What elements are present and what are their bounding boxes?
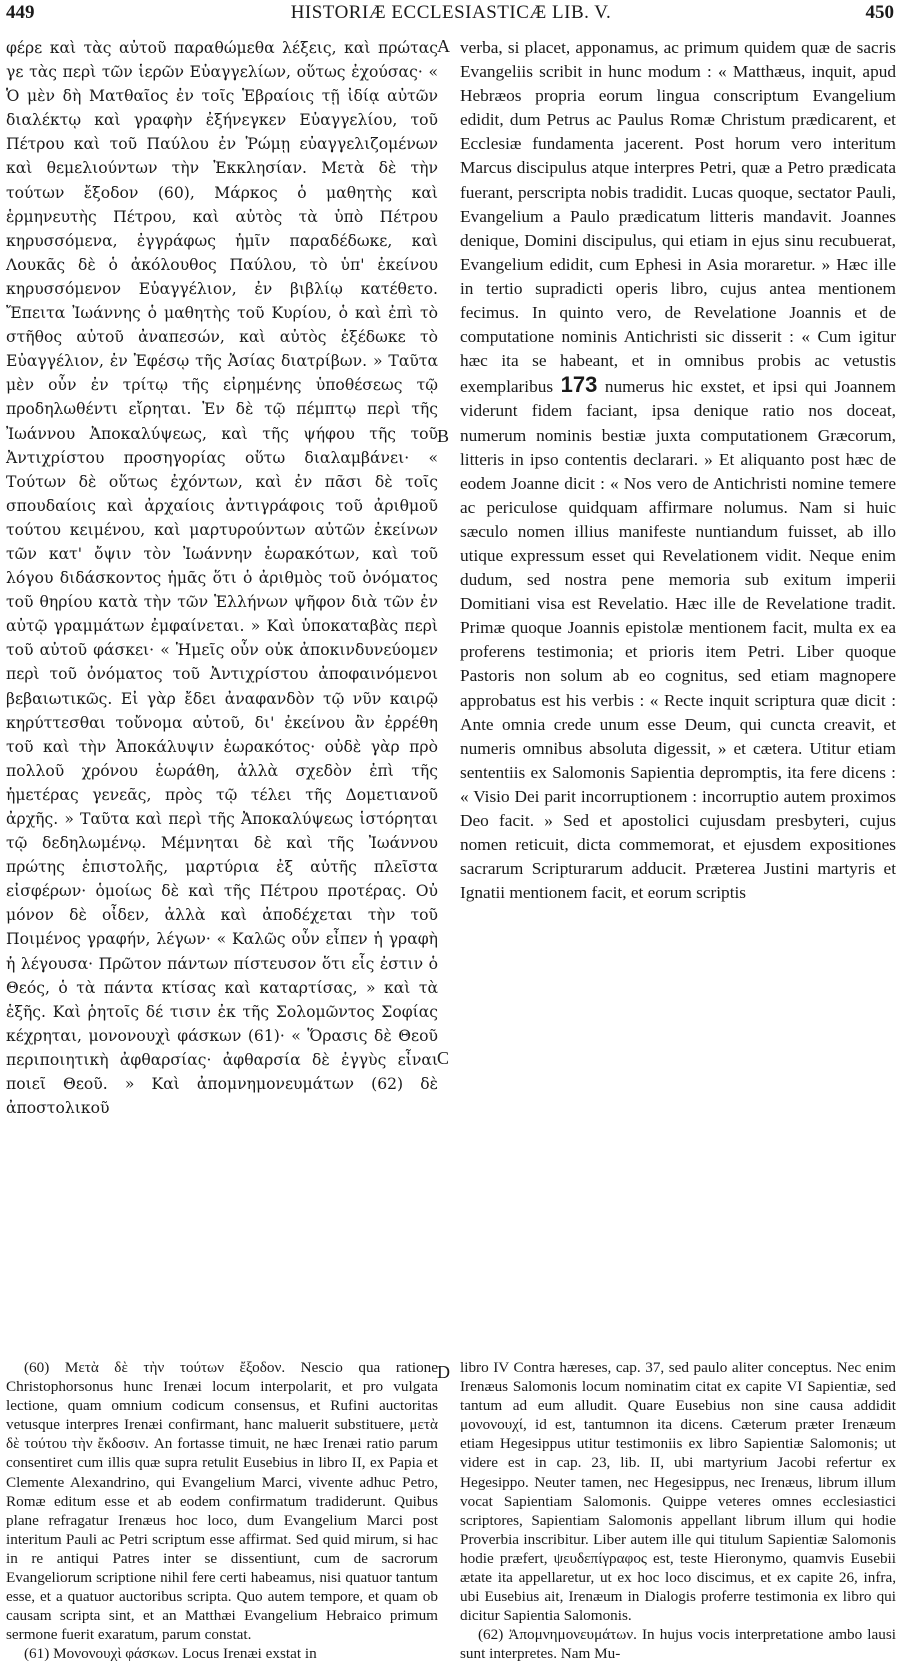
footnote-62: (62) Ἀπομνημονευμάτων. In hujus vocis interpretatione ambo lausi sunt interpretes. Nam Mu- <box>460 1626 896 1663</box>
latin-paragraph <box>460 36 896 905</box>
margin-marker-b: B <box>437 426 450 446</box>
footnote-60: (60) Μετὰ δὲ τὴν τούτων ἔξοδον. Nescio qua ratione Christophorsonus hunc Irenæi locum interpolarit, et pro vulgata lectione, quam omnium codicum consensus, et Rufini auctoritas vetusque interpres Irenæi confirmant, hanc maluerit substituere, μετὰ δὲ τούτου τὴν ἔκδοσιν. An fortasse timuit, ne hæc Irenæi ratio parum consentiret cum illis quæ supra retulit Eusebius in libro II, ex Papia et Clemente Alexandrino, qui Evangelium Marci, vivente adhuc Petro, Romæ editum esse et ab eodem confirmatum tradiderunt. Quibus plane refragatur Irenæus hoc loco, dum Evangelium Marci post interitum Pauli ac Petri scriptum esse affirmat. Sed quid mirum, si hac in re antiqui Patres inter se dissentiunt, cum de sacrorum Evangeliorum scriptione nihil fere certi habeamus, nisi quatuor tantum esse, et a quatuor auctoribus scripta. Quo autem tempore, et quam ob causam scripta sint, et an Matthæi Evangelium Hebraico primum sermone fuerit exaratum, parum constat. <box>6 1359 438 1644</box>
greek-text-column <box>6 36 438 1120</box>
latin-text-column <box>460 36 896 905</box>
latin-text-part-1: verba, si placet, apponamus, ac primum quidem quæ de sacris Evangeliis scribit in hunc modum : « Matthæus, inquit, apud Hebræos propria eorum lingua conscriptum Evangelium edidit, dum Petrus ac Paulus Romæ Christum prædicarent, et Ecclesiæ fundamenta jacerent. Post horum vero interitum Marcus discipulus atque interpres Petri, quæ a Petro prædicata fuerant, perscripta nobis tradidit. Lucas quoque, sectator Pauli, Evangelium a Paulo prædicatum litteris mandavit. Joannes denique, Domini discipulus, qui etiam in ejus sinu recubuerat, Evangelium edidit, cum Ephesi in Asia moraretur. » Hæc ille in tertio supradicti operis libro, cujus antea mentionem fecimus. In quinto vero, de Revelatione Joannis et de computatione nominis Antichristi sic disserit : « Cum igitur hæc ita se habeant, et in omnibus probis ac vetustis exemplaribus <box>460 38 896 397</box>
footnote-61-start: (61) Μονονουχὶ φάσκων. Locus Irenæi exstat in <box>24 1645 317 1663</box>
margin-marker-d: D <box>437 1362 450 1382</box>
margin-marker-c: C <box>437 1048 450 1068</box>
footnotes-right <box>460 1358 896 1664</box>
page-number-right: 450 <box>865 2 894 23</box>
running-title: HISTORIÆ ECCLESIASTICÆ LIB. V. <box>290 2 612 23</box>
running-header <box>6 0 896 30</box>
column-number: 173 <box>560 372 598 398</box>
greek-paragraph: φέρε καὶ τὰς αὐτοῦ παραθώμεθα λέξεις, καὶ πρώτας γε τὰς περὶ τῶν ἱερῶν Εὐαγγελίων, οὕτως ἐχούσας· « Ὁ μὲν δὴ Ματθαῖος ἐν τοῖς Ἑβραίοις τῇ ἰδίᾳ αὐτῶν διαλέκτῳ καὶ γραφὴν ἐξήνεγκεν Εὐαγγελίου, τοῦ Πέτρου καὶ τοῦ Παύλου ἐν Ῥώμῃ εὐαγγελιζομένων καὶ θεμελιούντων τὴν Ἐκκλησίαν. Μετὰ δὲ τὴν τούτων ἔξοδον (60), Μάρκος ὁ μαθητὴς καὶ ἑρμηνευτὴς Πέτρου, καὶ αὐτὸς τὰ ὑπὸ Πέτρου κηρυσσόμενα, ἐγγράφως ἡμῖν παραδέδωκε, καὶ Λουκᾶς δὲ ὁ ἀκόλουθος Παύλου, τὸ ὑπ' ἐκείνου κηρυσσόμενον Εὐαγγέλιον, ἐν βιβλίῳ κατέθετο. Ἔπειτα Ἰωάννης ὁ μαθητὴς τοῦ Κυρίου, ὁ καὶ ἐπὶ τὸ στῆθος αὐτοῦ ἀναπεσών, καὶ αὐτὸς ἐξέδωκε τὸ Εὐαγγέλιον, ἐν Ἐφέσῳ τῆς Ἀσίας διατρίβων. » Ταῦτα μὲν οὖν ἐν τρίτῳ τῆς εἰρημένης ὑποθέσεως τῷ προδηλωθέντι εἴρηται. Ἐν δὲ τῷ πέμπτῳ περὶ τῆς Ἰωάννου Ἀποκαλύψεως, καὶ τῆς ψήφου τῆς τοῦ Ἀντιχρίστου προσηγορίας οὕτω διαλαμβάνει· « Τούτων δὲ οὕτως ἐχόντων, καὶ ἐν πᾶσι δὲ τοῖς σπουδαίοις καὶ ἀρχαίοις ἀντιγράφοις τοῦ ἀριθμοῦ τούτου κειμένου, καὶ μαρτυρούντων αὐτῶν ἐκείνων τῶν κατ' ὄψιν τὸν Ἰωάννην ἑωρακότων, καὶ τοῦ λόγου διδάσκοντος ἡμᾶς ὅτι ὁ ἀριθμὸς τοῦ ὀνόματος τοῦ θηρίου κατὰ τὴν τῶν Ἑλλήνων ψῆφον διὰ τῶν ἐν αὐτῷ γραμμάτων ἐμφαίνεται. » Καὶ ὑποκαταβὰς περὶ τοῦ αὐτοῦ φάσκει· « Ἡμεῖς οὖν οὐκ ἀποκινδυνεύομεν περὶ τοῦ ὀνόματος τοῦ Ἀντιχρίστου ἀποφαινόμενοι βεβαιωτικῶς. Εἰ γὰρ ἔδει ἀναφανδὸν τῷ νῦν καιρῷ κηρύττεσθαι τοὔνομα αὐτοῦ, δι' ἐκείνου ἂν ἐρρέθη τοῦ καὶ τὴν Ἀποκάλυψιν ἑωρακότος· οὐδὲ γὰρ πρὸ πολλοῦ χρόνου ἑωράθη, ἀλλὰ σχεδὸν ἐπὶ τῆς ἡμετέρας γενεᾶς, πρὸς τῷ τέλει τῆς Δομετιανοῦ ἀρχῆς. » Ταῦτα καὶ περὶ τῆς Ἀποκαλύψεως ἱστόρηται τῷ δεδηλωμένῳ. Μέμνηται δὲ καὶ τῆς Ἰωάννου πρώτης ἐπιστολῆς, μαρτύρια ἐξ αὐτῆς πλεῖστα εἰσφέρων· ὁμοίως δὲ καὶ τῆς Πέτρου προτέρας. Οὐ μόνον δὲ οἶδεν, ἀλλὰ καὶ ἀποδέχεται τὴν τοῦ Ποιμένος γραφήν, λέγων· « Καλῶς οὖν εἶπεν ἡ γραφὴ ἡ λέγουσα· Πρῶτον πάντων πίστευσον ὅτι εἷς ἐστιν ὁ Θεός, ὁ τὰ πάντα κτίσας καὶ καταρτίσας, » καὶ τὰ ἑξῆς. Καὶ ῥητοῖς δέ τισιν ἐκ τῆς Σολομῶντος Σοφίας κέχρηται, μονονουχὶ φάσκων (61)· « Ὅρασις δὲ Θεοῦ περιποιητικὴ ἀφθαρσίας· ἀφθαρσία δὲ ἐγγὺς εἶναι ποιεῖ Θεοῦ. » Καὶ ἀπομνημονευμάτων (62) δὲ ἀποστολικοῦ <box>6 39 438 1118</box>
footnote-61-continued: libro IV Contra hæreses, cap. 37, sed paulo aliter conceptus. Nec enim Irenæus Salomonis locum nominatim citat ex capite VI Sapientiæ, sed tantum ad eum alludit. Quare Eusebius non sine causa addidit μονονουχί, id est, tantumnon ita dicens. Cæterum præter Irenæum etiam Hegesippus utitur testimoniis ex libro Sapientiæ Salomonis; ut videre est in cap. 23, lib. II, ubi martyrium Jacobi refertur ex Hegesippo. Neuter tamen, nec Hegesippus, nec Irenæus, librum illum vocat Sapientiam Salomonis. Quippe veteres omnes ecclesiastici scriptores, Sapientiam Salomonis appellant librum illum qui hodie Proverbia inscribitur. Liber autem ille qui titulum Sapientiæ Salomonis hodie præfert, ψευδεπίγραφος est, teste Hieronymo, quamvis Eusebii ætate ita appellaretur, ut ex hoc loco discimus, et ex capite 26, infra, ubi Eusebius ait, Irenæum in Dialogis proferre testimonia ex libro qui dicitur Sapientia Salomonis. <box>460 1359 896 1625</box>
page-number-left: 449 <box>6 2 35 23</box>
latin-text-part-2: numerus hic exstet, et ipsi qui Joannem viderunt fidem faciant, ipsa denique ratio nos doceat, numerum nominis bestiæ juxta computationem Græcorum, litteris in ipso contentis declarari. » Et aliquanto post hæc de eodem Joanne dicit : « Nos vero de Antichristi nomine temere ac periculose quidquam affirmare nolumus. Nam si huic sæculo nomen illius manifeste nuntiandum fuisset, ab illo utique expressum esset qui Revelationem vidit. Neque enim dudum, sed nostra pene memoria sub exitum imperii Domitiani visa est Revelatio. Hæc ille de Revelatione tradit. Primæ quoque Joannis epistolæ mentionem facit, multa ex ea proferens testimonia; et prioris item Petri. Liber quoque Pastoris non solum ab eo cognitus, sed etiam magnopere approbatus est his verbis : « Recte inquit scriptura quæ dicit : Ante omnia crede unum esse Deum, qui cuncta creavit, et numeris omnibus absoluta digessit, » et cætera. Utitur etiam sententiis ex Salomonis Sapientia depromptis, ita fere dicens : « Visio Dei parit incorruptionem : incorruptio autem proximos Deo facit. » Sed et apostolici cujusdam presbyteri, cujus nomen reticuit, dicta commemorat, et ejusdem expositiones sacrarum Scripturarum adducit. Præterea Justini martyris et Ignatii mentionem facit, et eorum scriptis <box>460 377 896 903</box>
margin-marker-a: A <box>437 36 450 56</box>
footnotes-left <box>6 1358 438 1664</box>
